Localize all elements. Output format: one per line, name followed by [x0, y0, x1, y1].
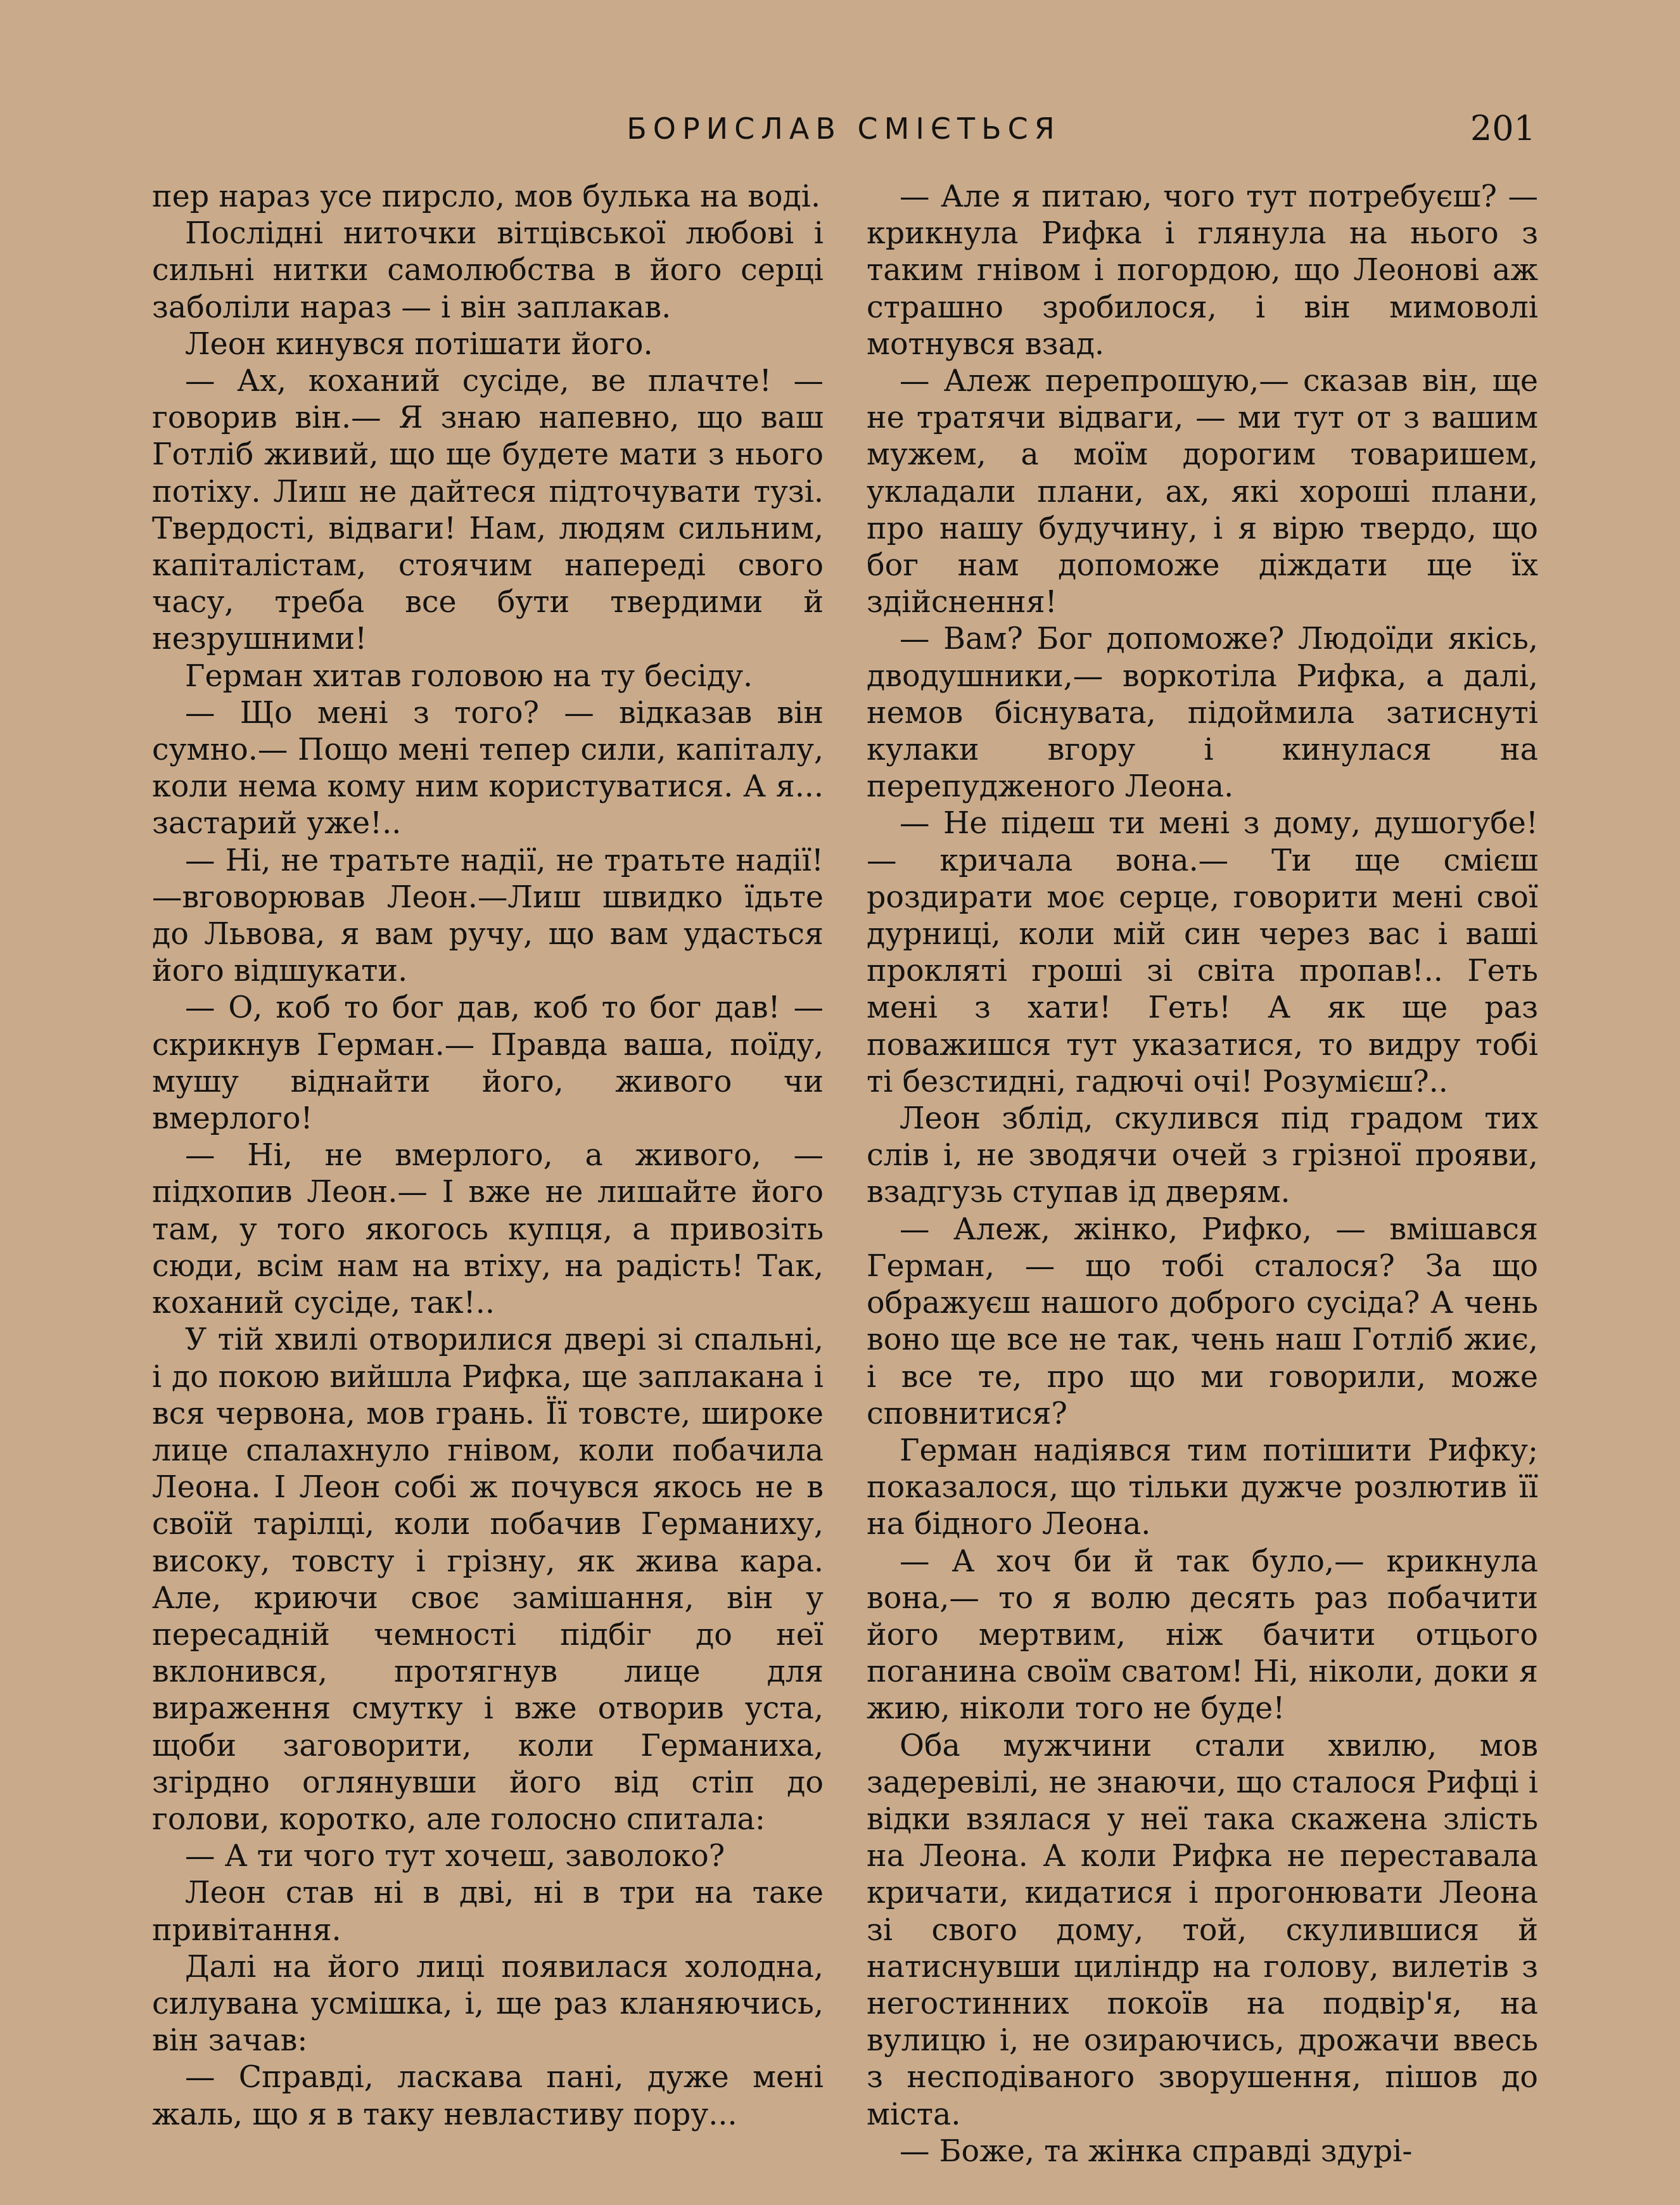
- left-column: [152, 179, 824, 2132]
- running-title: БОРИСЛАВ СМІЄТЬСЯ: [627, 112, 1061, 146]
- paragraph: Послідні ниточки вітцівської любові і сильні нитки самолюбства в його серці заболіли нараз — і він заплакав.: [152, 216, 824, 325]
- paragraph: Оба мужчини стали хвилю, мов задеревілі, не знаючи, що сталося Рифці і відки взялася у неї така скажена злість на Леона. А коли Рифка не переставала кричати, кидатися і прогонювати Леона зі свого дому, той, скулившися й натиснувши циліндр на голову, вилетів з негостинних покоїв на подвір'я, на вулицю і, не озираючись, дрожачи ввесь з несподіваного зворушення, пішов до міста.: [867, 1728, 1538, 2132]
- paragraph: — Вам? Бог допоможе? Людоїди якісь, дводушники,— воркотіла Рифка, а далі, немов біснувата, підоймила затиснуті кулаки вгору і кинулася на перепудженого Леона.: [867, 622, 1538, 805]
- page-header: [152, 106, 1536, 151]
- paragraph: — Алеж перепрошую,— сказав він, ще не тратячи відваги, — ми тут от з вашим мужем, а моїм дорогим товаришем, укладали плани, ах, які хороші плани, про нашу будучину, і я вірю твердо, що бог нам допоможе діждати ще їх здійснення!: [867, 364, 1538, 620]
- paragraph: Герман надіявся тим потішити Рифку; показалося, що тільки дужче розлютив її на бідного Леона.: [867, 1433, 1538, 1542]
- paragraph: — Ні, не вмерлого, а живого, — підхопив Леон.— І вже не лишайте його там, у того якогось купця, а привозіть сюди, всім нам на втіху, на радість! Так, коханий сусіде, так!..: [152, 1138, 824, 1321]
- paragraph: — Ні, не тратьте надії, не тратьте надії!—вговорював Леон.—Лиш швидко їдьте до Львова, я вам ручу, що вам удасться його відшукати.: [152, 843, 824, 989]
- right-column: [867, 179, 1538, 2169]
- paragraph: Леон кинувся потішати його.: [185, 326, 653, 362]
- paragraph: — Що мені з того? — відказав він сумно.— Пощо мені тепер сили, капіталу, коли нема кому ним користуватися. А я... застарий уже!..: [152, 695, 824, 841]
- paragraph: — Але я питаю, чого тут потребуєш? — крикнула Рифка і глянула на нього з таким гнівом і погордою, що Леонові аж страшно зробилося, і він мимоволі мотнувся взад.: [867, 179, 1538, 362]
- paragraph: — А ти чого тут хочеш, заволоко?: [185, 1839, 725, 1874]
- paragraph: Далі на його лиці появилася холодна, силувана усмішка, і, ще раз кланяючись, він зачав:: [152, 1949, 824, 2059]
- paragraph: — О, коб то бог дав, коб то бог дав! — скрикнув Герман.— Правда ваша, поїду, мушу віднайти його, живого чи вмерлого!: [152, 990, 824, 1137]
- paragraph: — Справді, ласкава пані, дуже мені жаль, що я в таку невластиву пору...: [152, 2060, 824, 2132]
- paragraph: Леон зблід, скулився під градом тих слів і, не зводячи очей з грізної прояви, взадгузь ступав ід дверям.: [867, 1101, 1538, 1210]
- paragraph: — Не підеш ти мені з дому, душогубе!— кричала вона.— Ти ще смієш роздирати моє серце, говорити мені свої дурниці, коли мій син через вас і ваші прокляті гроші зі світа пропав!.. Геть мені з хати! Геть! А як ще раз поважишся тут указатися, то видру тобі ті безстидні, гадючі очі! Розумієш?..: [867, 806, 1538, 1099]
- paragraph: Леон став ні в дві, ні в три на таке привітання.: [152, 1876, 824, 1948]
- paragraph: — Ах, коханий сусіде, ве плачте! — говорив він.— Я знаю напевно, що ваш Готліб живий, що ще будете мати з нього потіху. Лиш не дайтеся підточувати тузі. Твердості, відваги! Нам, людям сильним, капіталістам, стоячим напереді свого часу, треба все бути твердими й незрушними!: [152, 364, 824, 657]
- paragraph: пер нараз усе пирсло, мов булька на воді.: [152, 179, 821, 214]
- paragraph: У тій хвилі отворилися двері зі спальні, і до покою вийшла Рифка, ще заплакана і вся червона, мов грань. Її товсте, широке лице спалахнуло гнівом, коли побачила Леона. І Леон собі ж почувся якось не в своїй тарілці, коли побачив Германиху, високу, товсту і грізну, як жива кара. Але, криючи своє замішання, він у пересадній чемності підбіг до неї вклонився, протягнув лице для вираження смутку і вже отворив уста, щоби заговорити, коли Германиха, згірдно оглянувши його від стіп до голови, коротко, але голосно спитала:: [152, 1322, 824, 1837]
- paragraph: Герман хитав головою на ту бесіду.: [185, 658, 753, 694]
- paragraph: — А хоч би й так було,— крикнула вона,— то я волю десять раз побачити його мертвим, ніж бачити отцього поганина своїм сватом! Ні, ніколи, доки я жию, ніколи того не буде!: [867, 1544, 1538, 1727]
- page-number: 201: [1470, 108, 1536, 148]
- paragraph: — Боже, та жінка справді здурі-: [900, 2133, 1413, 2169]
- paragraph: — Алеж, жінко, Рифко, — вмішався Герман, — що тобі сталося? За що ображуєш нашого доброго сусіда? А чень воно ще все не так, чень наш Готліб жиє, і все те, про що ми говорили, може сповнитися?: [867, 1211, 1538, 1431]
